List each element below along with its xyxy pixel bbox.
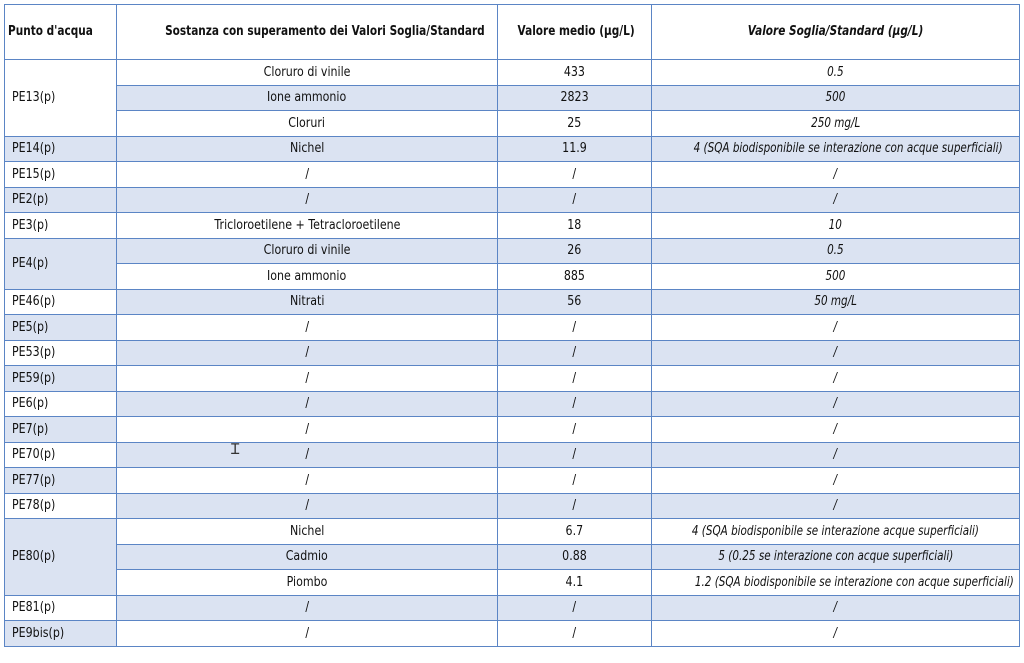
sostanza-cell: Cloruri	[117, 111, 498, 137]
valore-cell: 26	[498, 238, 652, 264]
valore-cell: /	[498, 187, 652, 213]
soglia-cell: 5 (0.25 se interazione con acque superficiali)	[652, 544, 1020, 570]
sostanza-cell: Cloruro di vinile	[117, 238, 498, 264]
soglia-cell: /	[652, 442, 1020, 468]
header-valore-medio: Valore medio (μg/L)	[498, 5, 652, 60]
sostanza-cell: Cadmio	[117, 544, 498, 570]
header-row	[5, 5, 1020, 60]
punto-cell: PE5(p)	[5, 315, 117, 341]
punto-cell: PE80(p)	[5, 519, 117, 596]
soglia-cell: 4 (SQA biodisponibile se interazione con acque superficiali)	[652, 136, 1020, 162]
valore-cell: /	[498, 493, 652, 519]
sostanza-cell: /	[117, 187, 498, 213]
data-table	[4, 4, 1020, 647]
soglia-cell: /	[652, 468, 1020, 494]
soglia-cell: /	[652, 493, 1020, 519]
valore-cell: /	[498, 340, 652, 366]
soglia-cell: 500	[652, 85, 1020, 111]
table-row	[5, 493, 1020, 519]
table-row	[5, 468, 1020, 494]
valore-cell: 56	[498, 289, 652, 315]
punto-cell: PE3(p)	[5, 213, 117, 239]
punto-cell: PE2(p)	[5, 187, 117, 213]
punto-cell: PE14(p)	[5, 136, 117, 162]
sostanza-cell: /	[117, 493, 498, 519]
valore-cell: 0.88	[498, 544, 652, 570]
soglia-cell: 50 mg/L	[652, 289, 1020, 315]
soglia-cell: /	[652, 162, 1020, 188]
soglia-cell: /	[652, 187, 1020, 213]
punto-cell: PE7(p)	[5, 417, 117, 443]
header-soglia: Valore Soglia/Standard (μg/L)	[652, 5, 1020, 60]
sostanza-cell: /	[117, 315, 498, 341]
table-row	[5, 340, 1020, 366]
table-row	[5, 442, 1020, 468]
punto-cell: PE15(p)	[5, 162, 117, 188]
soglia-cell: /	[652, 417, 1020, 443]
valore-cell: /	[498, 417, 652, 443]
table-row	[5, 366, 1020, 392]
table-row	[5, 621, 1020, 647]
table-row	[5, 595, 1020, 621]
sostanza-cell: /	[117, 442, 498, 468]
table-row	[5, 162, 1020, 188]
punto-cell: PE70(p)	[5, 442, 117, 468]
valore-cell: 433	[498, 60, 652, 86]
valore-cell: /	[498, 315, 652, 341]
sostanza-cell: /	[117, 366, 498, 392]
sostanza-cell: /	[117, 595, 498, 621]
soglia-cell: 0.5	[652, 238, 1020, 264]
soglia-cell: 0.5	[652, 60, 1020, 86]
sostanza-cell: /	[117, 340, 498, 366]
table-row	[5, 85, 1020, 111]
table-row	[5, 213, 1020, 239]
valore-cell: 4.1	[498, 570, 652, 596]
table-row	[5, 111, 1020, 137]
table-row	[5, 519, 1020, 545]
sostanza-cell: Ione ammonio	[117, 85, 498, 111]
valore-cell: 18	[498, 213, 652, 239]
punto-cell: PE46(p)	[5, 289, 117, 315]
soglia-cell: 250 mg/L	[652, 111, 1020, 137]
punto-cell: PE4(p)	[5, 238, 117, 289]
soglia-cell: 1.2 (SQA biodisponibile se interazione con acque superficiali)	[652, 570, 1020, 596]
table-row	[5, 315, 1020, 341]
valore-cell: 11.9	[498, 136, 652, 162]
valore-cell: /	[498, 162, 652, 188]
soglia-cell: 500	[652, 264, 1020, 290]
valore-cell: /	[498, 442, 652, 468]
sostanza-cell: Nitrati	[117, 289, 498, 315]
sostanza-cell: Tricloroetilene + Tetracloroetilene	[117, 213, 498, 239]
table-row	[5, 136, 1020, 162]
punto-cell: PE78(p)	[5, 493, 117, 519]
soglia-cell: /	[652, 366, 1020, 392]
sostanza-cell: /	[117, 417, 498, 443]
valore-cell: 25	[498, 111, 652, 137]
punto-cell: PE59(p)	[5, 366, 117, 392]
valore-cell: 6.7	[498, 519, 652, 545]
sostanza-cell: /	[117, 162, 498, 188]
valore-cell: /	[498, 621, 652, 647]
punto-cell: PE81(p)	[5, 595, 117, 621]
valore-cell: /	[498, 366, 652, 392]
header-sostanza: Sostanza con superamento dei Valori Soglia/Standard	[117, 5, 498, 60]
sostanza-cell: /	[117, 468, 498, 494]
sostanza-cell: Piombo	[117, 570, 498, 596]
sostanza-cell: Ione ammonio	[117, 264, 498, 290]
sostanza-cell: Cloruro di vinile	[117, 60, 498, 86]
valore-cell: /	[498, 595, 652, 621]
table-row	[5, 570, 1020, 596]
table-row	[5, 417, 1020, 443]
punto-cell: PE6(p)	[5, 391, 117, 417]
soglia-cell: /	[652, 621, 1020, 647]
sostanza-cell: /	[117, 391, 498, 417]
soglia-cell: /	[652, 595, 1020, 621]
table-row	[5, 544, 1020, 570]
punto-cell: PE13(p)	[5, 60, 117, 137]
soglia-cell: /	[652, 315, 1020, 341]
punto-cell: PE53(p)	[5, 340, 117, 366]
sostanza-cell: Nichel	[117, 519, 498, 545]
soglia-cell: 4 (SQA biodisponibile se interazione acque superficiali)	[652, 519, 1020, 545]
soglia-cell: /	[652, 340, 1020, 366]
table-row	[5, 60, 1020, 86]
valore-cell: /	[498, 468, 652, 494]
soglia-cell: 10	[652, 213, 1020, 239]
valore-cell: 885	[498, 264, 652, 290]
soglia-cell: /	[652, 391, 1020, 417]
sostanza-cell: Nichel	[117, 136, 498, 162]
text-cursor-icon: Ɪ	[231, 440, 240, 458]
punto-cell: PE9bis(p)	[5, 621, 117, 647]
table-row	[5, 391, 1020, 417]
header-punto: Punto d'acqua	[5, 5, 117, 60]
valore-cell: 2823	[498, 85, 652, 111]
table-row	[5, 187, 1020, 213]
sostanza-cell: /	[117, 621, 498, 647]
table-row	[5, 289, 1020, 315]
table-row	[5, 238, 1020, 264]
valore-cell: /	[498, 391, 652, 417]
table-row	[5, 264, 1020, 290]
punto-cell: PE77(p)	[5, 468, 117, 494]
